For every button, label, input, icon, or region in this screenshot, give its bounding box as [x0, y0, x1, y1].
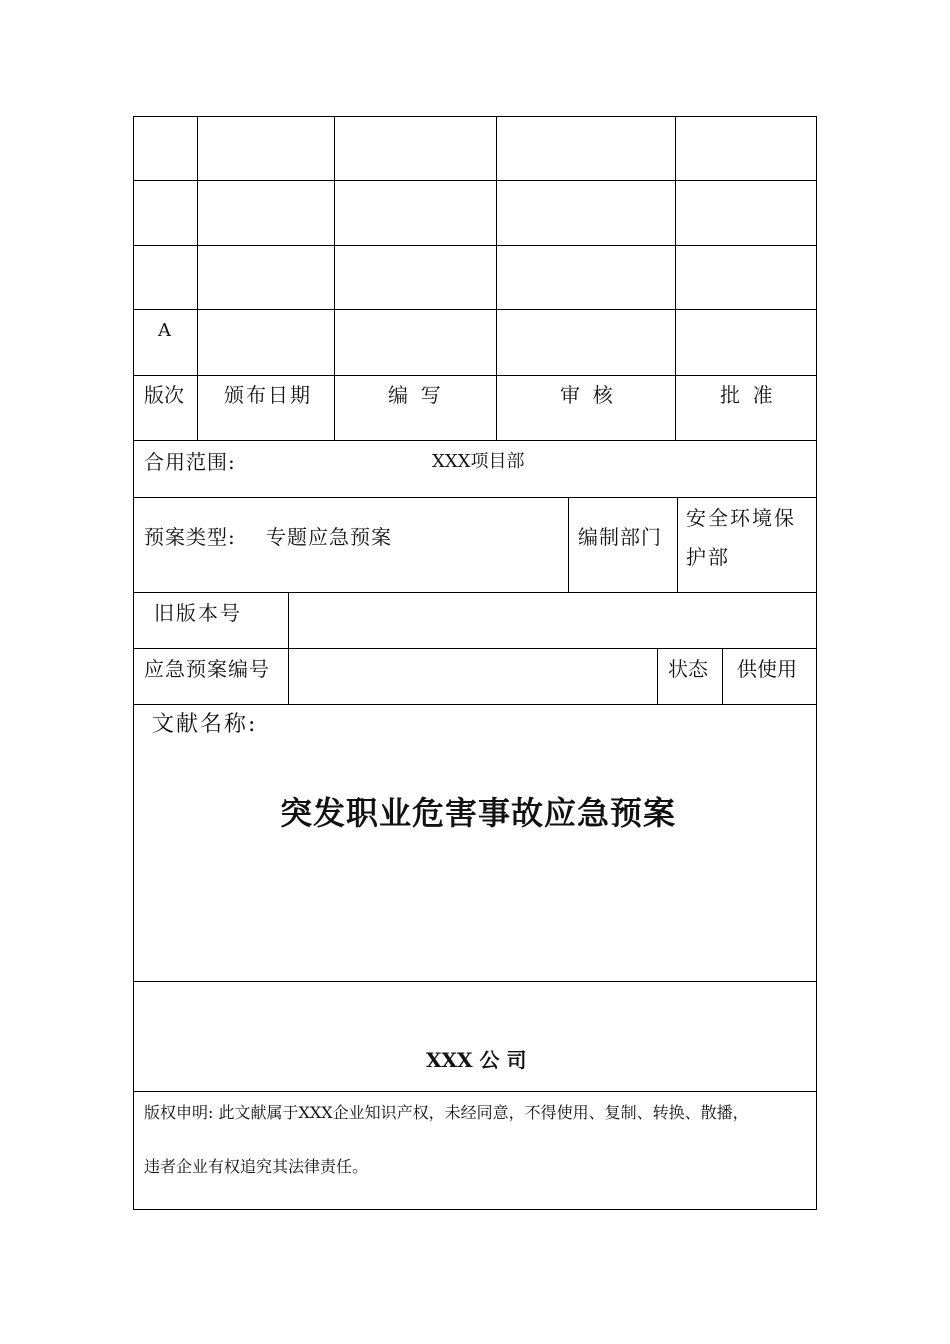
scope-value: XXX项目部	[432, 451, 525, 472]
header-issue-date: 颁布日期	[224, 383, 312, 407]
row-divider	[133, 375, 817, 376]
old-version-label: 旧版本号	[154, 601, 242, 625]
row-divider	[133, 981, 817, 982]
row-divider	[133, 648, 817, 649]
table-border-top	[133, 116, 817, 117]
col-divider	[722, 648, 723, 705]
row-divider	[133, 592, 817, 593]
row-divider	[133, 180, 817, 181]
dept-value-line2: 护部	[686, 545, 730, 569]
status-label: 状态	[668, 657, 708, 681]
copyright-line1: 版权申明: 此文献属于XXX企业知识产权，未经同意，不得使用、复制、转换、散播，	[144, 1103, 749, 1122]
row-divider	[133, 245, 817, 246]
scope-label: 合用范围:	[144, 450, 236, 474]
col-divider	[657, 648, 658, 705]
col-divider	[496, 116, 497, 441]
table-border-right	[816, 116, 817, 1210]
revision-version-a: A	[158, 320, 171, 341]
header-reviewed: 审 核	[560, 383, 613, 407]
header-approved: 批 准	[720, 383, 773, 407]
col-divider	[675, 116, 676, 441]
header-version: 版次	[144, 383, 184, 407]
row-divider	[133, 309, 817, 310]
header-prepared: 编 写	[388, 383, 441, 407]
document-title: 突发职业危害事故应急预案	[280, 794, 677, 832]
col-divider	[288, 592, 289, 705]
company-name: XXX 公 司	[426, 1048, 527, 1072]
table-border-bottom	[133, 1209, 817, 1210]
copyright-line2: 违者企业有权追究其法律责任。	[144, 1157, 369, 1176]
table-border-left	[133, 116, 134, 1210]
row-divider	[133, 440, 817, 441]
row-divider	[133, 704, 817, 705]
row-divider	[133, 1091, 817, 1092]
plan-type-value: 专题应急预案	[266, 525, 392, 549]
col-divider	[334, 116, 335, 441]
document-name-label: 文献名称:	[152, 712, 258, 737]
dept-label: 编制部门	[578, 525, 662, 549]
plan-number-label: 应急预案编号	[144, 657, 270, 681]
plan-type-label: 预案类型:	[144, 525, 236, 549]
col-divider	[568, 497, 569, 593]
col-divider	[677, 497, 678, 593]
col-divider	[197, 116, 198, 441]
dept-value-line1: 安全环境保	[686, 506, 796, 530]
row-divider	[133, 497, 817, 498]
status-value: 供使用	[737, 657, 797, 681]
